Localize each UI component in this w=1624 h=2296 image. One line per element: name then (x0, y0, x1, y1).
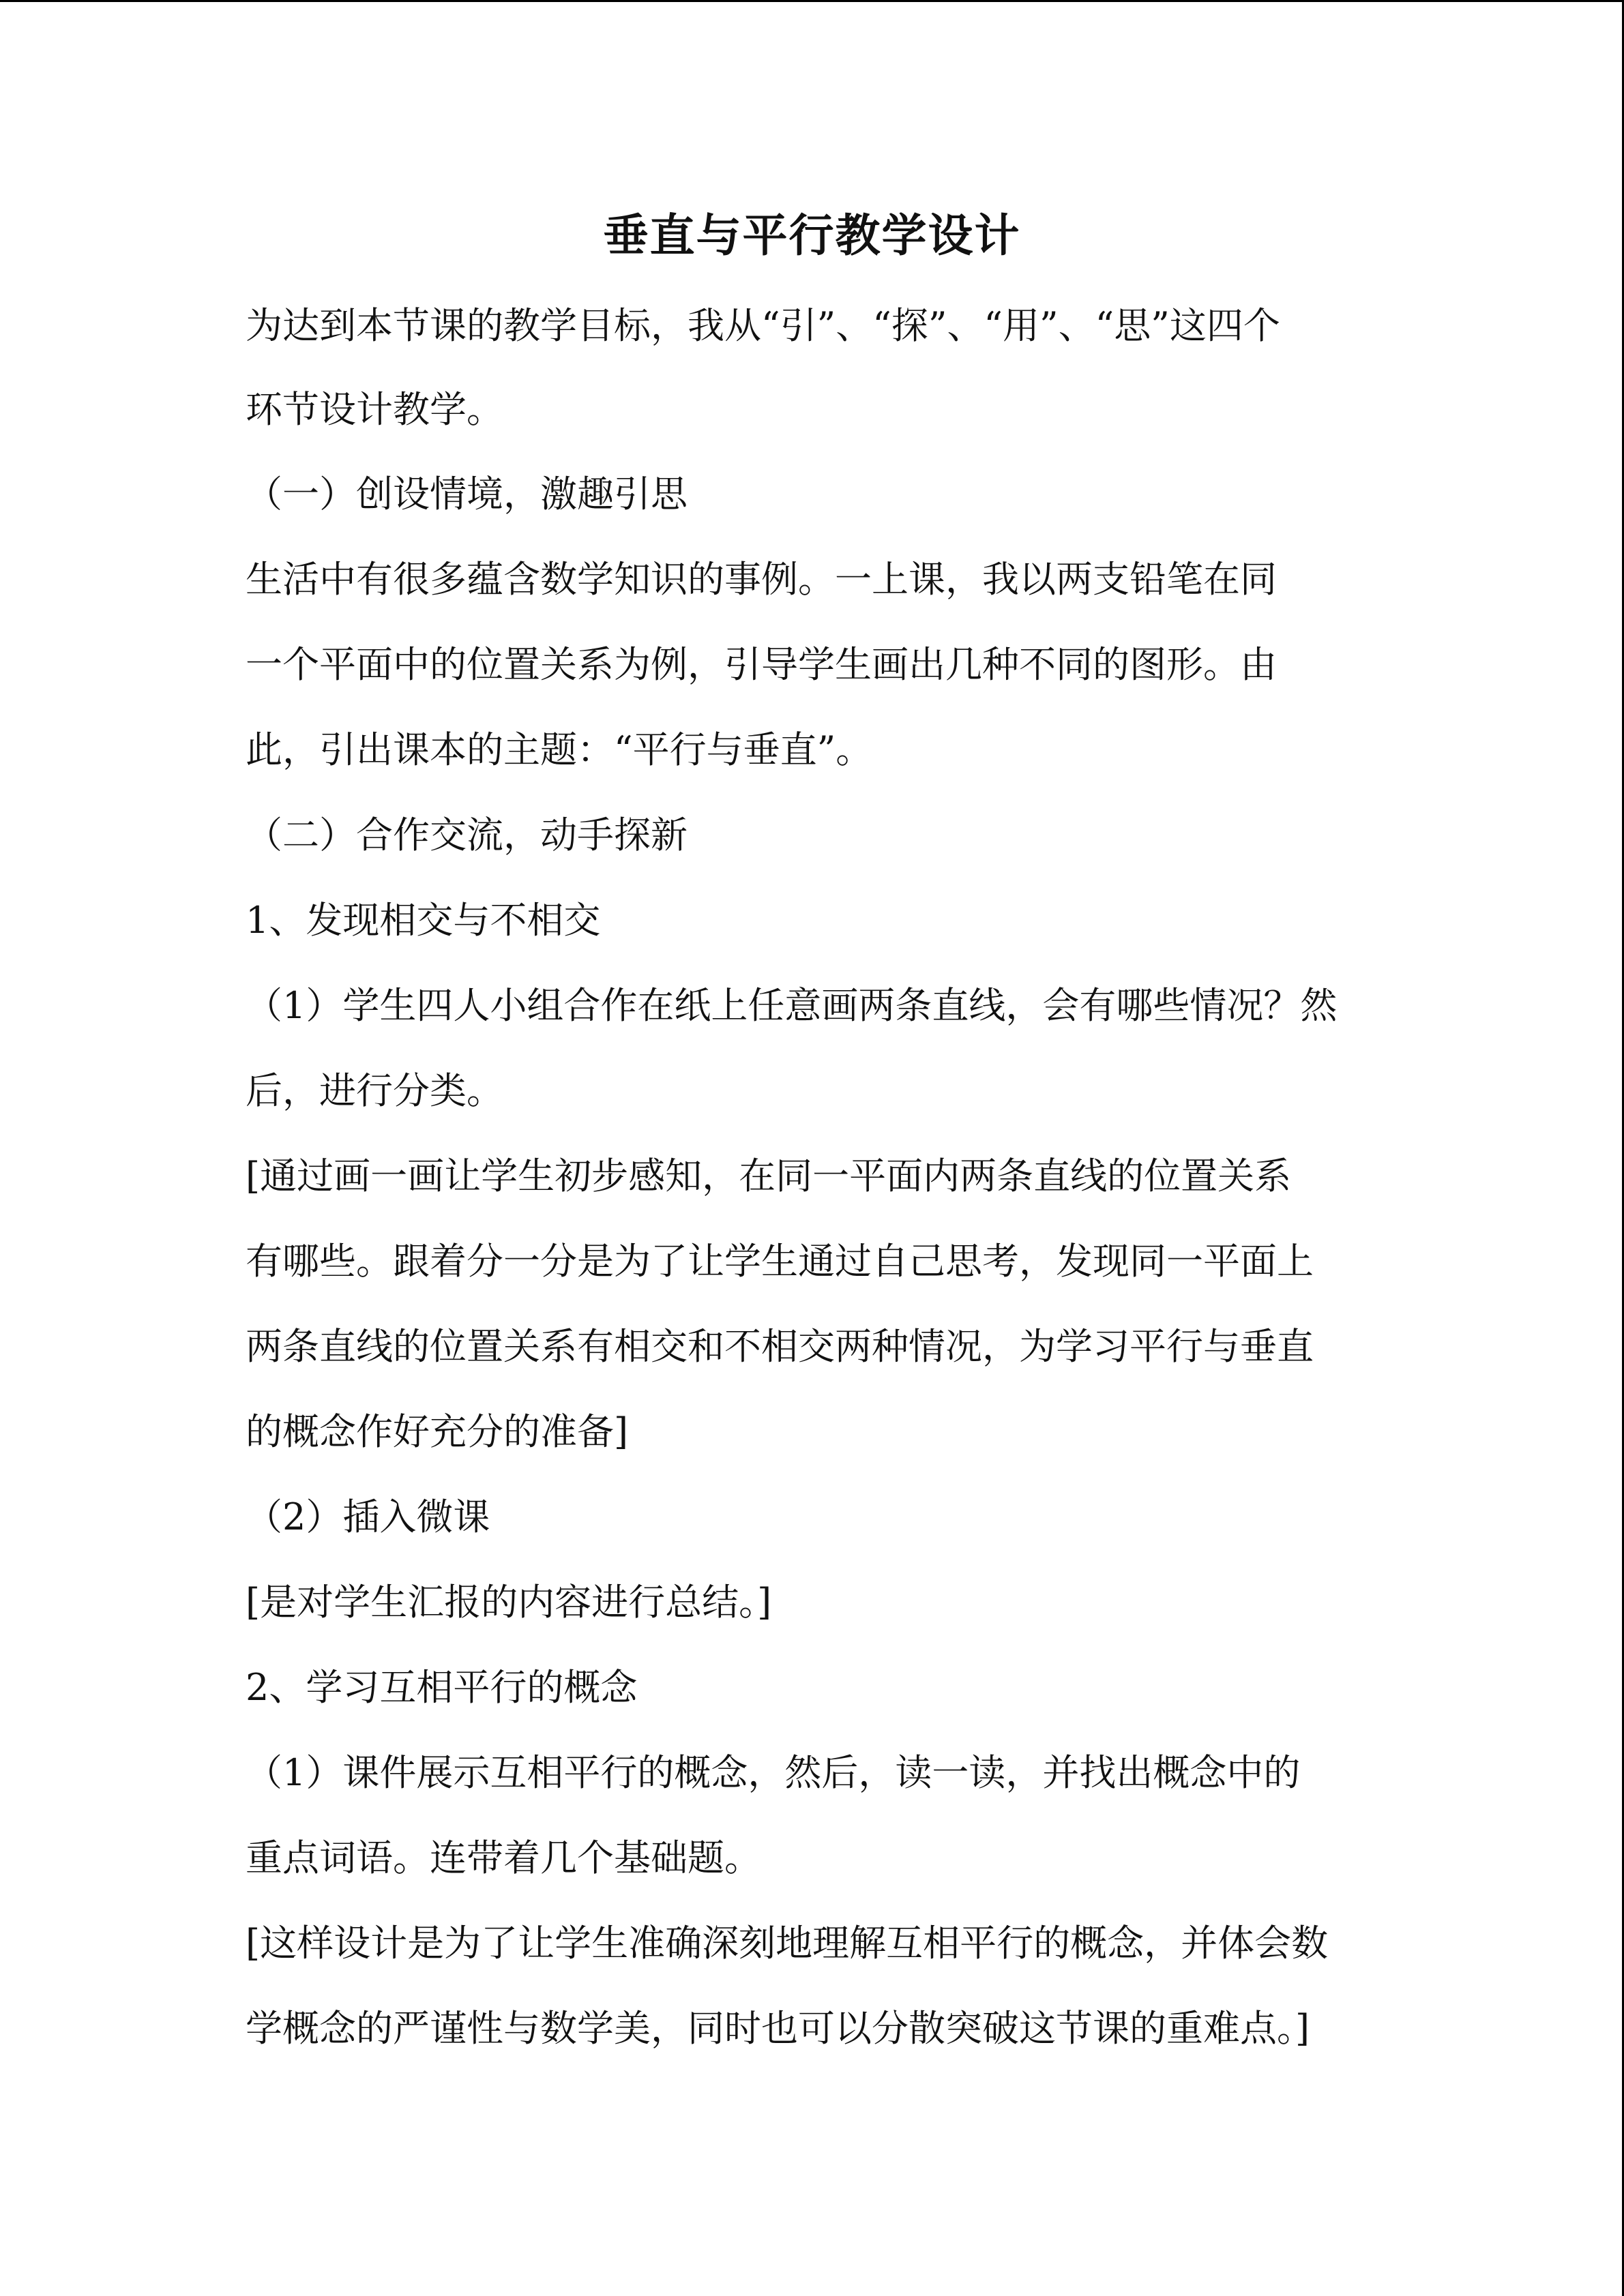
paragraph-line: 一个平面中的位置关系为例，引导学生画出几种不同的图形。由 (246, 643, 1277, 686)
paragraph-line: 学概念的严谨性与数学美，同时也可以分散突破这节课的重难点。] (246, 2007, 1310, 2050)
paragraph-line: （1）课件展示互相平行的概念，然后，读一读，并找出概念中的 (246, 1751, 1301, 1794)
document-title: 垂直与平行教学设计 (603, 209, 1021, 262)
paragraph-line: （2）插入微课 (246, 1495, 490, 1538)
paragraph-line: （1）学生四人小组合作在纸上任意画两条直线，会有哪些情况？然 (246, 984, 1338, 1027)
paragraph-line: 为达到本节课的教学目标，我从“引”、“探”、“用”、“思”这四个 (246, 304, 1280, 347)
paragraph-line: [通过画一画让学生初步感知，在同一平面内两条直线的位置关系 (246, 1154, 1292, 1197)
page-top-border (0, 0, 1624, 2)
subsection-heading: 2、学习互相平行的概念 (246, 1666, 638, 1709)
subsection-heading: 1、发现相交与不相交 (246, 899, 601, 942)
paragraph-line: 环节设计教学。 (246, 388, 503, 431)
paragraph-line: [这样设计是为了让学生准确深刻地理解互相平行的概念，并体会数 (246, 1922, 1329, 1965)
paragraph-line: 的概念作好充分的准备] (246, 1410, 629, 1453)
paragraph-line: 此，引出课本的主题：“平行与垂直”。 (246, 728, 873, 771)
paragraph-line: [是对学生汇报的内容进行总结。] (246, 1581, 772, 1624)
paragraph-line: 生活中有很多蕴含数学知识的事例。一上课，我以两支铅笔在同 (246, 558, 1277, 601)
section-heading: （一）创设情境，激趣引思 (246, 473, 688, 516)
paragraph-line: 后，进行分类。 (246, 1069, 503, 1112)
paragraph-line: 有哪些。跟着分一分是为了让学生通过自己思考，发现同一平面上 (246, 1240, 1314, 1283)
section-heading: （二）合作交流，动手探新 (246, 814, 688, 856)
paragraph-line: 两条直线的位置关系有相交和不相交两种情况，为学习平行与垂直 (246, 1325, 1314, 1368)
paragraph-line: 重点词语。连带着几个基础题。 (246, 1836, 761, 1879)
